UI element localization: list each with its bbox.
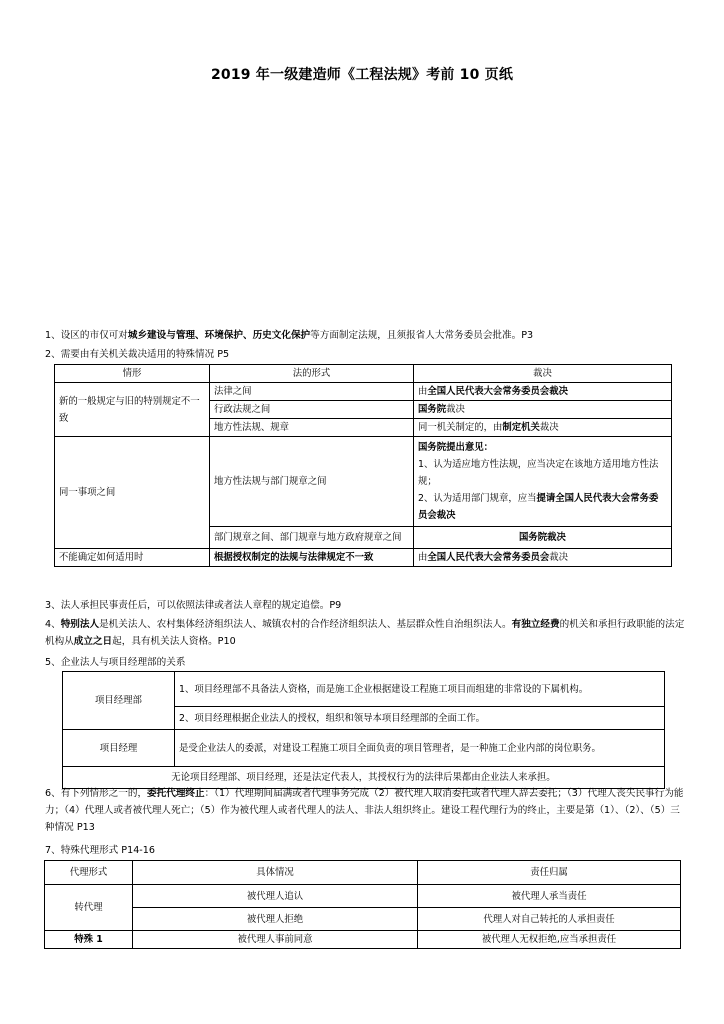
- table-header: 具体情况: [133, 861, 418, 885]
- paragraph-1: 1、设区的市仅可对城乡建设与管理、环境保护、历史文化保护等方面制定法规，且须报省人大常务委员会批准。P3: [45, 330, 534, 341]
- footer-cell: 无论项目经理部、项目经理，还是法定代表人，其授权行为的法律后果都由企业法人来承担。: [63, 767, 665, 789]
- situation-cell: 不能确定如何适用时: [55, 549, 210, 567]
- table-header: 代理形式: [45, 861, 133, 885]
- agency-table: [44, 860, 681, 949]
- paragraph-3: 3、法人承担民事责任后，可以依照法律或者法人章程的规定追偿。P9: [45, 600, 342, 611]
- ruling-cell: 由全国人民代表大会常务委员会裁决: [414, 549, 672, 567]
- paragraph-2: 2、需要由有关机关裁决适用的特殊情况 P5: [45, 349, 230, 360]
- liability-cell: 代理人对自己转托的人承担责任: [418, 908, 681, 931]
- ruling-cell: 国务院裁决: [414, 401, 672, 419]
- liability-cell: 被代理人承当责任: [418, 885, 681, 908]
- pm-desc-cell: 是受企业法人的委派，对建设工程施工项目全面负责的项目管理者，是一种施工企业内部的岗位职务。: [175, 730, 665, 767]
- paragraph-4: 4、特别法人是机关法人、农村集体经济组织法人、城镇农村的合作经济组织法人、基层群众性自治组织法人。有独立经费的机关和承担行政职能的法定机构从成立之日起，具有机关法人资格。P10: [45, 619, 685, 647]
- situation-cell: 被代理人拒绝: [133, 908, 418, 931]
- form-cell: 部门规章之间、部门规章与地方政府规章之间: [210, 527, 414, 549]
- situation-cell: 新的一般规定与旧的特别规定不一致: [55, 383, 210, 437]
- situation-cell: 同一事项之间: [55, 437, 210, 549]
- form-cell: 地方性法规与部门规章之间: [210, 437, 414, 527]
- ruling-cell: 国务院裁决: [414, 527, 672, 549]
- form-cell: 地方性法规、规章: [210, 419, 414, 437]
- manager-table: [62, 671, 665, 789]
- paragraph-6: 6、有下列情形之一的，委托代理终止：（1）代理期间届满或者代理事务完成（2）被代理人取消委托或者代理人辞去委托；（3）代理人丧失民事行为能力；（4）代理人或者被代理人死亡；（5）作为被代理人或者代理人的法人、非法人组织终止。建设工程代理行为的终止，主要是第（1）、（2）、（5）三种情况 P13: [45, 788, 684, 833]
- paragraph-5: 5、企业法人与项目经理部的关系: [45, 657, 186, 668]
- document-title: 2019 年一级建造师《工程法规》考前 10 页纸: [210, 67, 514, 83]
- liability-cell: 被代理人无权拒绝,应当承担责任: [418, 931, 681, 949]
- ruling-cell: 国务院提出意见： 1、认为适应地方性法规，应当决定在该地方适用地方性法规； 2、认为适用部门规章，应当提请全国人民代表大会常务委员会裁决: [414, 437, 672, 527]
- form-cell: 法律之间: [210, 383, 414, 401]
- pm-cell: 项目经理: [63, 730, 175, 767]
- ruling-cell: 同一机关制定的，由制定机关裁决: [414, 419, 672, 437]
- table-header: 责任归属: [418, 861, 681, 885]
- agency-type-cell: 转代理: [45, 885, 133, 931]
- ruling-cell: 由全国人民代表大会常务委员会裁决: [414, 383, 672, 401]
- dept-cell: 项目经理部: [63, 672, 175, 730]
- table-header: 法的形式: [210, 365, 414, 383]
- situation-cell: 被代理人事前同意: [133, 931, 418, 949]
- form-cell: 根据授权制定的法规与法律规定不一致: [210, 549, 414, 567]
- ruling-table: [54, 364, 672, 567]
- paragraph-7: 7、特殊代理形式 P14-16: [45, 845, 155, 856]
- situation-cell: 被代理人追认: [133, 885, 418, 908]
- table-header: 裁决: [414, 365, 672, 383]
- agency-type-cell: 特殊 1: [45, 931, 133, 949]
- form-cell: 行政法规之间: [210, 401, 414, 419]
- dept-desc-cell: 2、项目经理根据企业法人的授权，组织和领导本项目经理部的全面工作。: [175, 707, 665, 730]
- table-header: 情形: [55, 365, 210, 383]
- dept-desc-cell: 1、项目经理部不具备法人资格，而是施工企业根据建设工程施工项目而组建的非常设的下属机构。: [175, 672, 665, 707]
